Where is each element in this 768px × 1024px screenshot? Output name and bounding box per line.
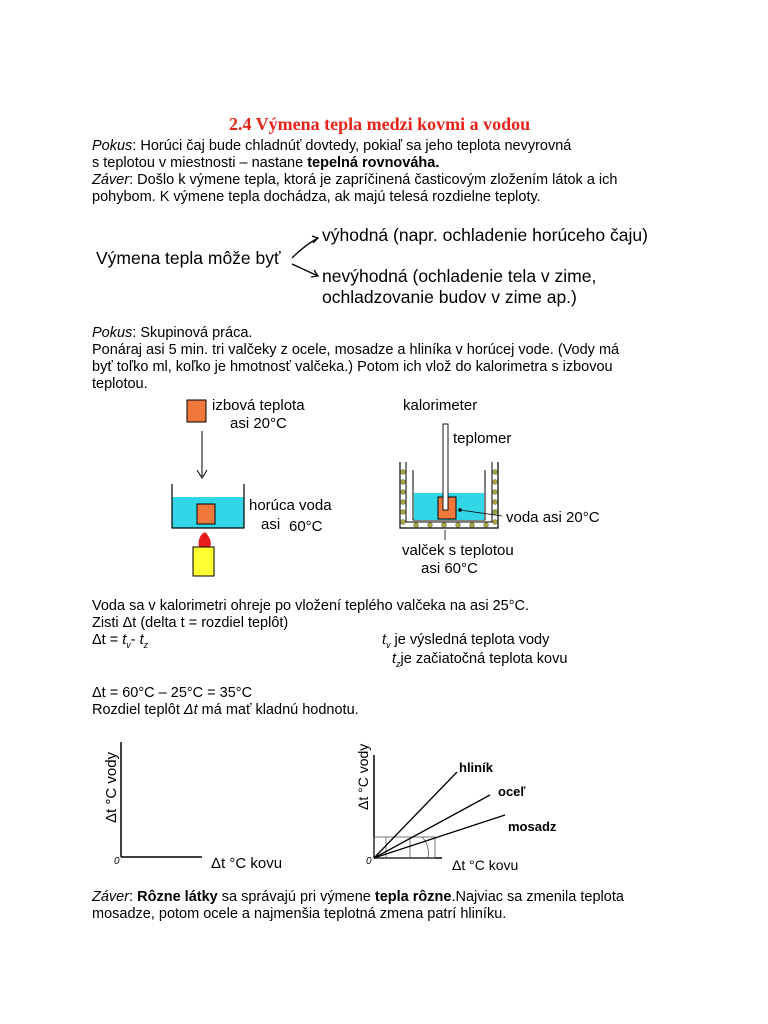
pokus-label: Pokus <box>92 138 133 154</box>
result-line1: Voda sa v kalorimetri ohreje po vložení teplého valčeka na asi 25°C. <box>92 598 530 614</box>
exchange-option-advantageous: výhodná (napr. ochladenie horúceho čaju) <box>322 225 648 245</box>
pokus2-line4: teplotou. <box>92 376 148 392</box>
series-label-mosadz: mosadz <box>508 819 557 834</box>
hot-water-asi: asi <box>261 516 281 533</box>
series-line-mosadz <box>374 815 505 858</box>
delta-formula: $\Delta t = t_v-$ $t_z$ <box>92 632 149 650</box>
exchange-option2-line2: ochladzovanie budov v zime ap.) <box>322 287 577 307</box>
pokus2-text: : Skupinová práca. <box>132 325 253 341</box>
room-temp-value: asi 20°C <box>230 415 287 432</box>
final-conclusion: Záver: Rôzne látky sa správajú pri výmene tepla rôzne.Najviac sa zmenila teplota mosadze, potom ocele a najmenšia teplotná zmena patrí hliníku. <box>92 889 624 922</box>
result-line2: Zisti Δt (delta t = rozdiel teplôt) <box>92 615 289 631</box>
zaver-text: : Došlo k výmene tepla, ktorá je zapríčinená časticovým zložením látok a ich <box>129 172 618 188</box>
series-label-hlinik: hliník <box>459 760 493 775</box>
zaver-label: Záver <box>92 172 130 188</box>
pokus-text-line2: s teplotou v miestnosti – nastane <box>92 155 308 171</box>
pokus2-line3: byť toľko ml, koľko je hmotnosť valčeka.) Potom ich vlož do kalorimetra s izbovou <box>92 359 613 375</box>
empty-graph-origin: 0 <box>114 856 120 867</box>
cylinder-temp-value: asi 60°C <box>421 560 478 577</box>
chart-xlabel: Δt °C kovu <box>452 857 519 873</box>
positive-difference-note: Rozdiel teplôt Δt má mať kladnú hodnotu. <box>92 702 359 718</box>
calorimeter-label: kalorimeter <box>403 397 478 414</box>
equilibrium-term: tepelná rovnováha. <box>307 155 440 171</box>
exchange-lead: Výmena tepla môže byť <box>96 248 281 268</box>
delta-calculation: Δt = 60°C – 25°C = 35°C <box>92 685 253 701</box>
hot-water-temp: 60°C <box>289 518 323 535</box>
tz-definition: $t_zje$ začiatočná teplota kovu <box>392 651 568 669</box>
empty-graph-xlabel: Δt °C kovu <box>211 855 283 872</box>
final-zaver-label: Záver <box>92 889 130 905</box>
room-temp-label: izbová teplota <box>212 397 305 414</box>
series-line-ocel <box>374 795 490 858</box>
thermometer-label: teplomer <box>453 430 512 447</box>
chart-ylabel: Δt °C vody <box>355 743 371 810</box>
calorimeter-water-label: voda asi 20°C <box>506 509 600 526</box>
empty-graph-ylabel: Δt °C vody <box>103 751 120 823</box>
pokus2-line2: Ponáraj asi 5 min. tri valčeky z ocele, mosadze a hliníka v horúcej vode. (Vody má <box>92 342 620 358</box>
final-conclusion-line2: mosadze, potom ocele a najmenšia teplotná zmena patrí hliníku. <box>92 906 507 922</box>
series-line-hlinik <box>374 772 457 858</box>
section-title: 2.4 Výmena tepla medzi kovmi a vodou <box>229 114 531 134</box>
pokus-text: : Horúci čaj bude chladnúť dovtedy, pokiaľ sa jeho teplota nevyrovná <box>132 138 572 154</box>
exchange-option2-line1: nevýhodná (ochladenie tela v zime, <box>322 266 597 286</box>
cylinder-temp-label: valček s teplotou <box>402 542 514 559</box>
zaver-text-line2: pohybom. K výmene tepla dochádza, ak majú telesá rozdielne teploty. <box>92 189 541 205</box>
pokus2-label: Pokus <box>92 325 133 341</box>
chart-origin: 0 <box>366 856 372 867</box>
tv-definition: $t_v$ je výsledná teplota vody <box>382 632 550 650</box>
series-label-ocel: oceľ <box>498 784 526 799</box>
hot-water-label: horúca voda <box>249 497 332 514</box>
